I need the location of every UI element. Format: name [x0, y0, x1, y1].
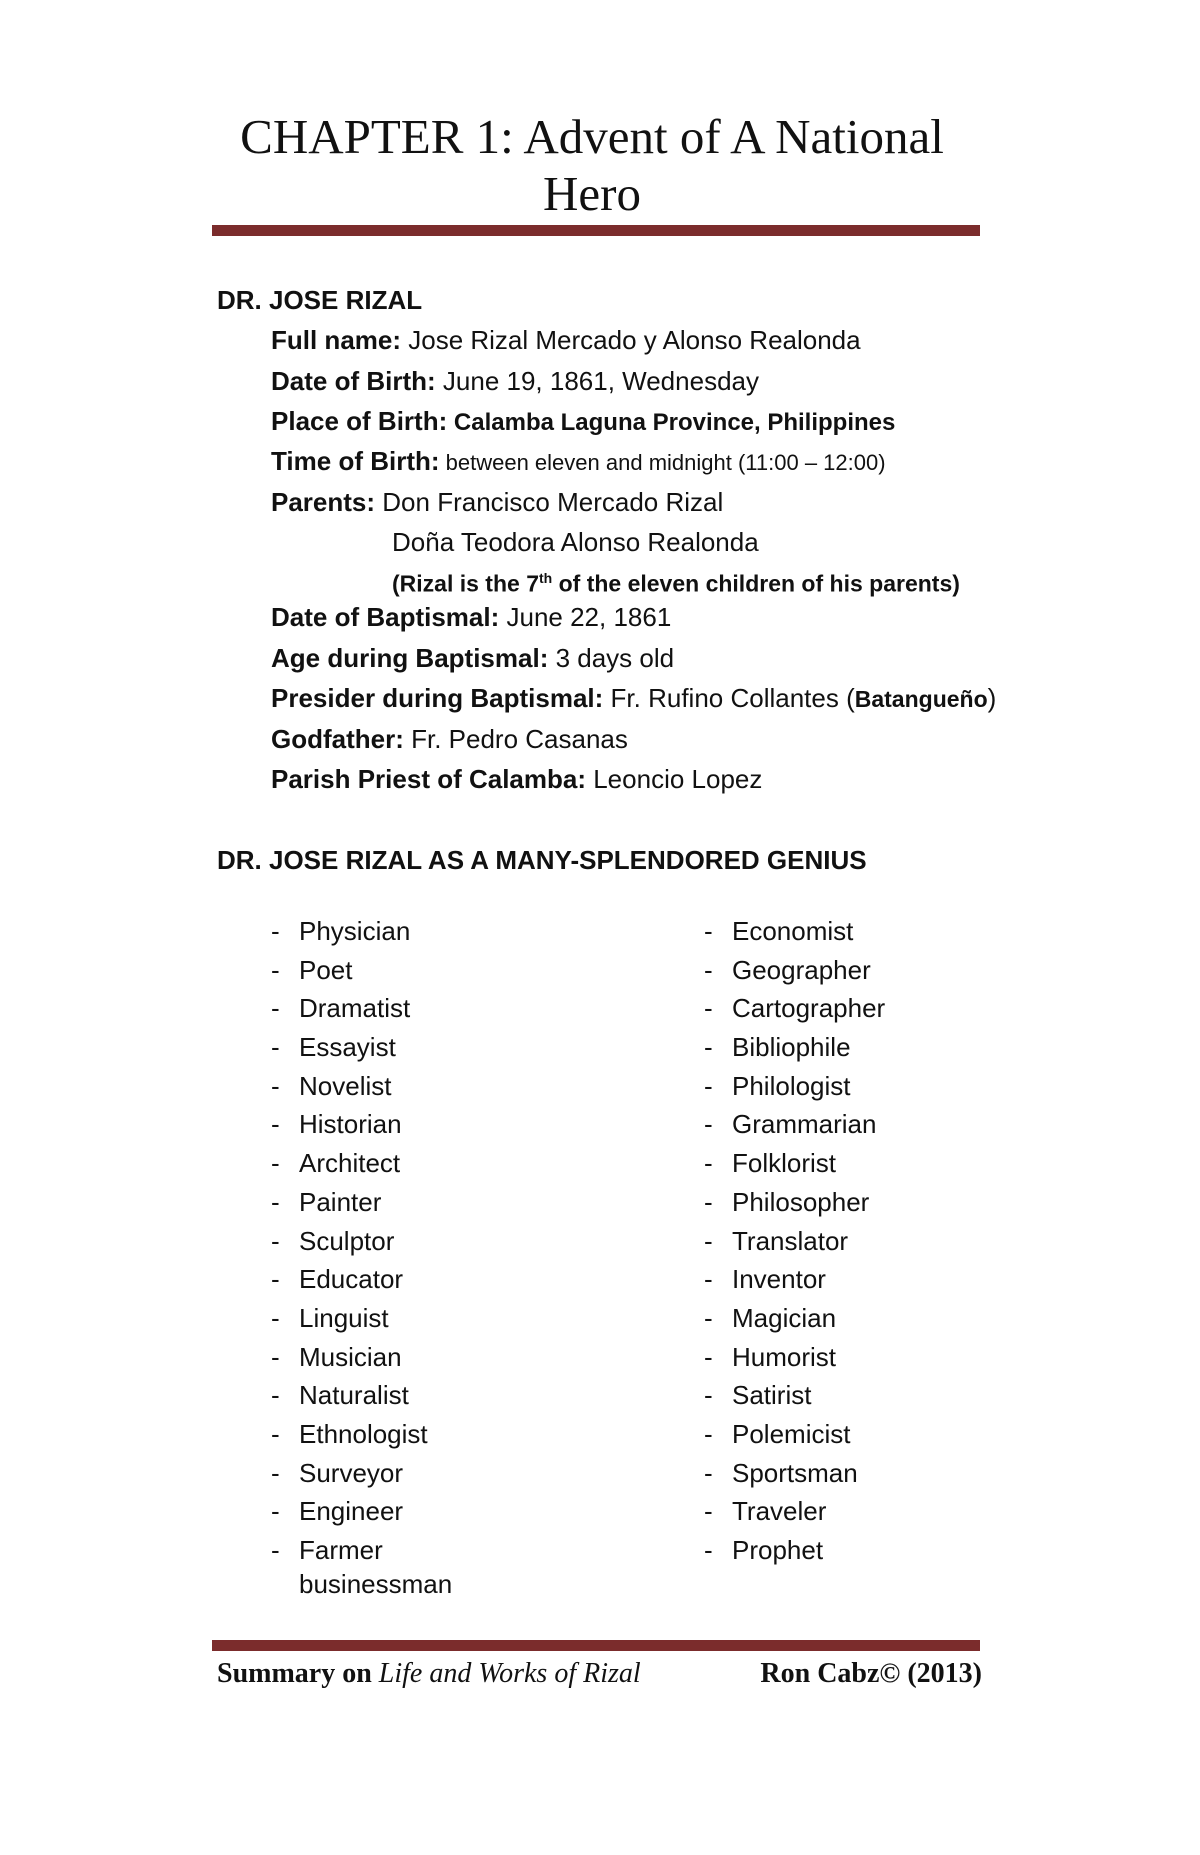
field-label: Full name:	[271, 325, 402, 355]
list-item-label: Polemicist	[732, 1418, 851, 1449]
list-item	[704, 1260, 885, 1299]
list-item	[704, 1415, 885, 1454]
dash-bullet: -	[271, 1535, 280, 1565]
field-label: Parish Priest of Calamba:	[271, 764, 586, 794]
field-label: Date of Birth:	[271, 366, 436, 396]
field-label: Godfather:	[271, 724, 404, 754]
list-item-label: Satirist	[732, 1380, 812, 1411]
list-item	[271, 1222, 428, 1261]
list-item-label: Painter	[299, 1186, 382, 1217]
list-item-continuation: businessman	[299, 1569, 453, 1599]
list-item	[704, 1454, 885, 1493]
dash-bullet: -	[271, 1302, 280, 1333]
list-item	[271, 1299, 428, 1338]
dash-bullet: -	[704, 1109, 713, 1140]
list-item-label: Architect	[299, 1148, 401, 1179]
list-item-label: Magician	[732, 1302, 837, 1333]
dash-bullet: -	[704, 1418, 713, 1449]
list-item	[704, 989, 885, 1028]
list-item-label: Surveyor	[299, 1457, 404, 1488]
list-item-label: Cartographer	[732, 993, 886, 1024]
list-item	[271, 989, 428, 1028]
field-value: between eleven and midnight (11:00 – 12:00)	[439, 450, 886, 475]
page-footer	[217, 1658, 982, 1698]
list-item-label: Essayist	[299, 1032, 396, 1063]
list-item	[704, 912, 885, 951]
dash-bullet: -	[271, 1225, 280, 1256]
list-item-label: Inventor	[732, 1264, 826, 1295]
field-presider-during-baptismal	[271, 683, 996, 714]
dash-bullet: -	[271, 1496, 280, 1527]
list-item	[271, 1028, 428, 1067]
dash-bullet: -	[704, 1535, 713, 1565]
list-item-label: Sportsman	[732, 1457, 858, 1488]
field-value: Leoncio Lopez	[586, 764, 763, 794]
list-item	[704, 1067, 885, 1106]
dash-bullet: -	[271, 1418, 280, 1449]
dash-bullet: -	[704, 1032, 713, 1063]
list-item	[704, 951, 885, 990]
footer-book-title: Life and Works of Rizal	[378, 1658, 641, 1689]
list-item	[271, 1067, 428, 1106]
field-label: Place of Birth:	[271, 406, 448, 436]
dash-bullet: -	[271, 993, 280, 1024]
list-item-label: Poet	[299, 954, 353, 985]
list-item	[271, 1531, 428, 1570]
list-item-label: Grammarian	[732, 1109, 877, 1140]
dash-bullet: -	[704, 1457, 713, 1488]
section-heading-rizal: DR. JOSE RIZAL	[217, 285, 423, 315]
list-item	[704, 1222, 885, 1261]
dash-bullet: -	[271, 1457, 280, 1488]
field-parish-priest	[271, 764, 762, 794]
field-parent-mother: Doña Teodora Alonso Realonda	[392, 527, 759, 557]
list-item-label: Bibliophile	[732, 1032, 851, 1063]
list-item	[704, 1531, 885, 1570]
note-pre: (Rizal is the 7	[392, 570, 539, 597]
dash-bullet: -	[271, 916, 280, 946]
title-line-2: Hero	[543, 166, 641, 221]
dash-bullet: -	[271, 1109, 280, 1140]
dash-bullet: -	[704, 1341, 713, 1372]
list-item	[704, 1338, 885, 1377]
field-parents	[271, 487, 723, 517]
field-date-of-baptismal	[271, 602, 671, 632]
dash-bullet: -	[271, 1380, 280, 1411]
section-heading-genius: DR. JOSE RIZAL AS A MANY-SPLENDORED GENIUS	[217, 845, 867, 875]
list-item	[704, 1492, 885, 1531]
list-item	[271, 1144, 428, 1183]
field-value-end: )	[987, 683, 997, 713]
field-label: Age during Baptismal:	[271, 643, 549, 673]
page-title	[212, 108, 972, 222]
footer-author: Ron Cabz© (2013)	[760, 1658, 982, 1689]
list-item-label: Philologist	[732, 1070, 851, 1101]
list-item-label: Dramatist	[299, 993, 411, 1024]
field-value: Jose Rizal Mercado y Alonso Realonda	[401, 325, 861, 355]
dash-bullet: -	[704, 954, 713, 985]
list-item-label: Geographer	[732, 954, 871, 985]
list-item-label: Novelist	[299, 1070, 392, 1101]
list-item-label: Educator	[299, 1264, 404, 1295]
dash-bullet: -	[704, 1496, 713, 1527]
list-item	[271, 1376, 428, 1415]
list-item-label: Farmer	[299, 1535, 383, 1565]
field-place-of-birth	[271, 406, 895, 438]
list-item	[704, 1105, 885, 1144]
field-value: Fr. Rufino Collantes (	[603, 683, 855, 713]
note-post: of the eleven children of his parents)	[552, 570, 960, 597]
dash-bullet: -	[704, 993, 713, 1024]
field-label: Parents:	[271, 487, 376, 517]
dash-bullet: -	[271, 1032, 280, 1063]
field-value: Don Francisco Mercado Rizal	[375, 487, 724, 517]
dash-bullet: -	[704, 1302, 713, 1333]
dash-bullet: -	[704, 916, 713, 946]
field-value: 3 days old	[548, 643, 675, 673]
field-godfather	[271, 724, 628, 754]
field-parents-note	[392, 563, 960, 599]
dash-bullet: -	[704, 1225, 713, 1256]
field-age-during-baptismal	[271, 643, 674, 673]
list-item-label: Sculptor	[299, 1225, 395, 1256]
genius-list-left	[271, 912, 428, 1570]
list-item	[704, 1376, 885, 1415]
genius-list-right	[704, 912, 885, 1570]
list-item-label: Historian	[299, 1109, 402, 1140]
list-item-label: Engineer	[299, 1496, 404, 1527]
dash-bullet: -	[704, 1148, 713, 1179]
list-item	[271, 1260, 428, 1299]
list-item	[271, 1492, 428, 1531]
list-item	[271, 1183, 428, 1222]
field-date-of-birth	[271, 366, 759, 396]
title-line-1: CHAPTER 1: Advent of A National	[240, 109, 944, 164]
list-item	[271, 951, 428, 990]
footer-summary	[217, 1658, 641, 1690]
list-item	[271, 1454, 428, 1493]
list-item	[704, 1183, 885, 1222]
dash-bullet: -	[271, 1070, 280, 1101]
field-time-of-birth	[271, 446, 886, 478]
title-divider	[212, 225, 980, 236]
list-item	[704, 1144, 885, 1183]
footer-divider	[212, 1640, 980, 1651]
dash-bullet: -	[271, 1186, 280, 1217]
footer-summary-prefix: Summary on	[217, 1658, 379, 1689]
field-value: Calamba Laguna Province, Philippines	[447, 409, 896, 436]
dash-bullet: -	[704, 1380, 713, 1411]
list-item	[271, 912, 428, 951]
field-value-bold: Batangueño	[854, 686, 988, 712]
list-item	[271, 1338, 428, 1377]
field-full-name	[271, 325, 861, 355]
field-value: June 22, 1861	[499, 602, 672, 632]
list-item-label: Naturalist	[299, 1380, 409, 1411]
dash-bullet: -	[704, 1186, 713, 1217]
note-sup: th	[538, 570, 553, 586]
field-label: Time of Birth:	[271, 446, 440, 476]
list-item-label: Linguist	[299, 1302, 389, 1333]
field-label: Date of Baptismal:	[271, 602, 500, 632]
dash-bullet: -	[704, 1264, 713, 1295]
list-item	[271, 1105, 428, 1144]
list-item	[704, 1299, 885, 1338]
list-item	[704, 1028, 885, 1067]
list-item-label: Economist	[732, 916, 854, 946]
list-item-label: Translator	[732, 1225, 849, 1256]
list-item	[271, 1415, 428, 1454]
field-value: Fr. Pedro Casanas	[403, 724, 628, 754]
list-item-label: Physician	[299, 916, 411, 946]
list-item-label: Ethnologist	[299, 1418, 428, 1449]
list-item-label: Prophet	[732, 1535, 824, 1565]
dash-bullet: -	[704, 1070, 713, 1101]
list-item-label: Philosopher	[732, 1186, 870, 1217]
field-value: June 19, 1861, Wednesday	[435, 366, 759, 396]
list-item-label: Musician	[299, 1341, 402, 1372]
list-item-label: Humorist	[732, 1341, 837, 1372]
field-label: Presider during Baptismal:	[271, 683, 604, 713]
list-item-label: Folklorist	[732, 1148, 837, 1179]
dash-bullet: -	[271, 1341, 280, 1372]
list-item-label: Traveler	[732, 1496, 827, 1527]
dash-bullet: -	[271, 1264, 280, 1295]
dash-bullet: -	[271, 1148, 280, 1179]
dash-bullet: -	[271, 954, 280, 985]
